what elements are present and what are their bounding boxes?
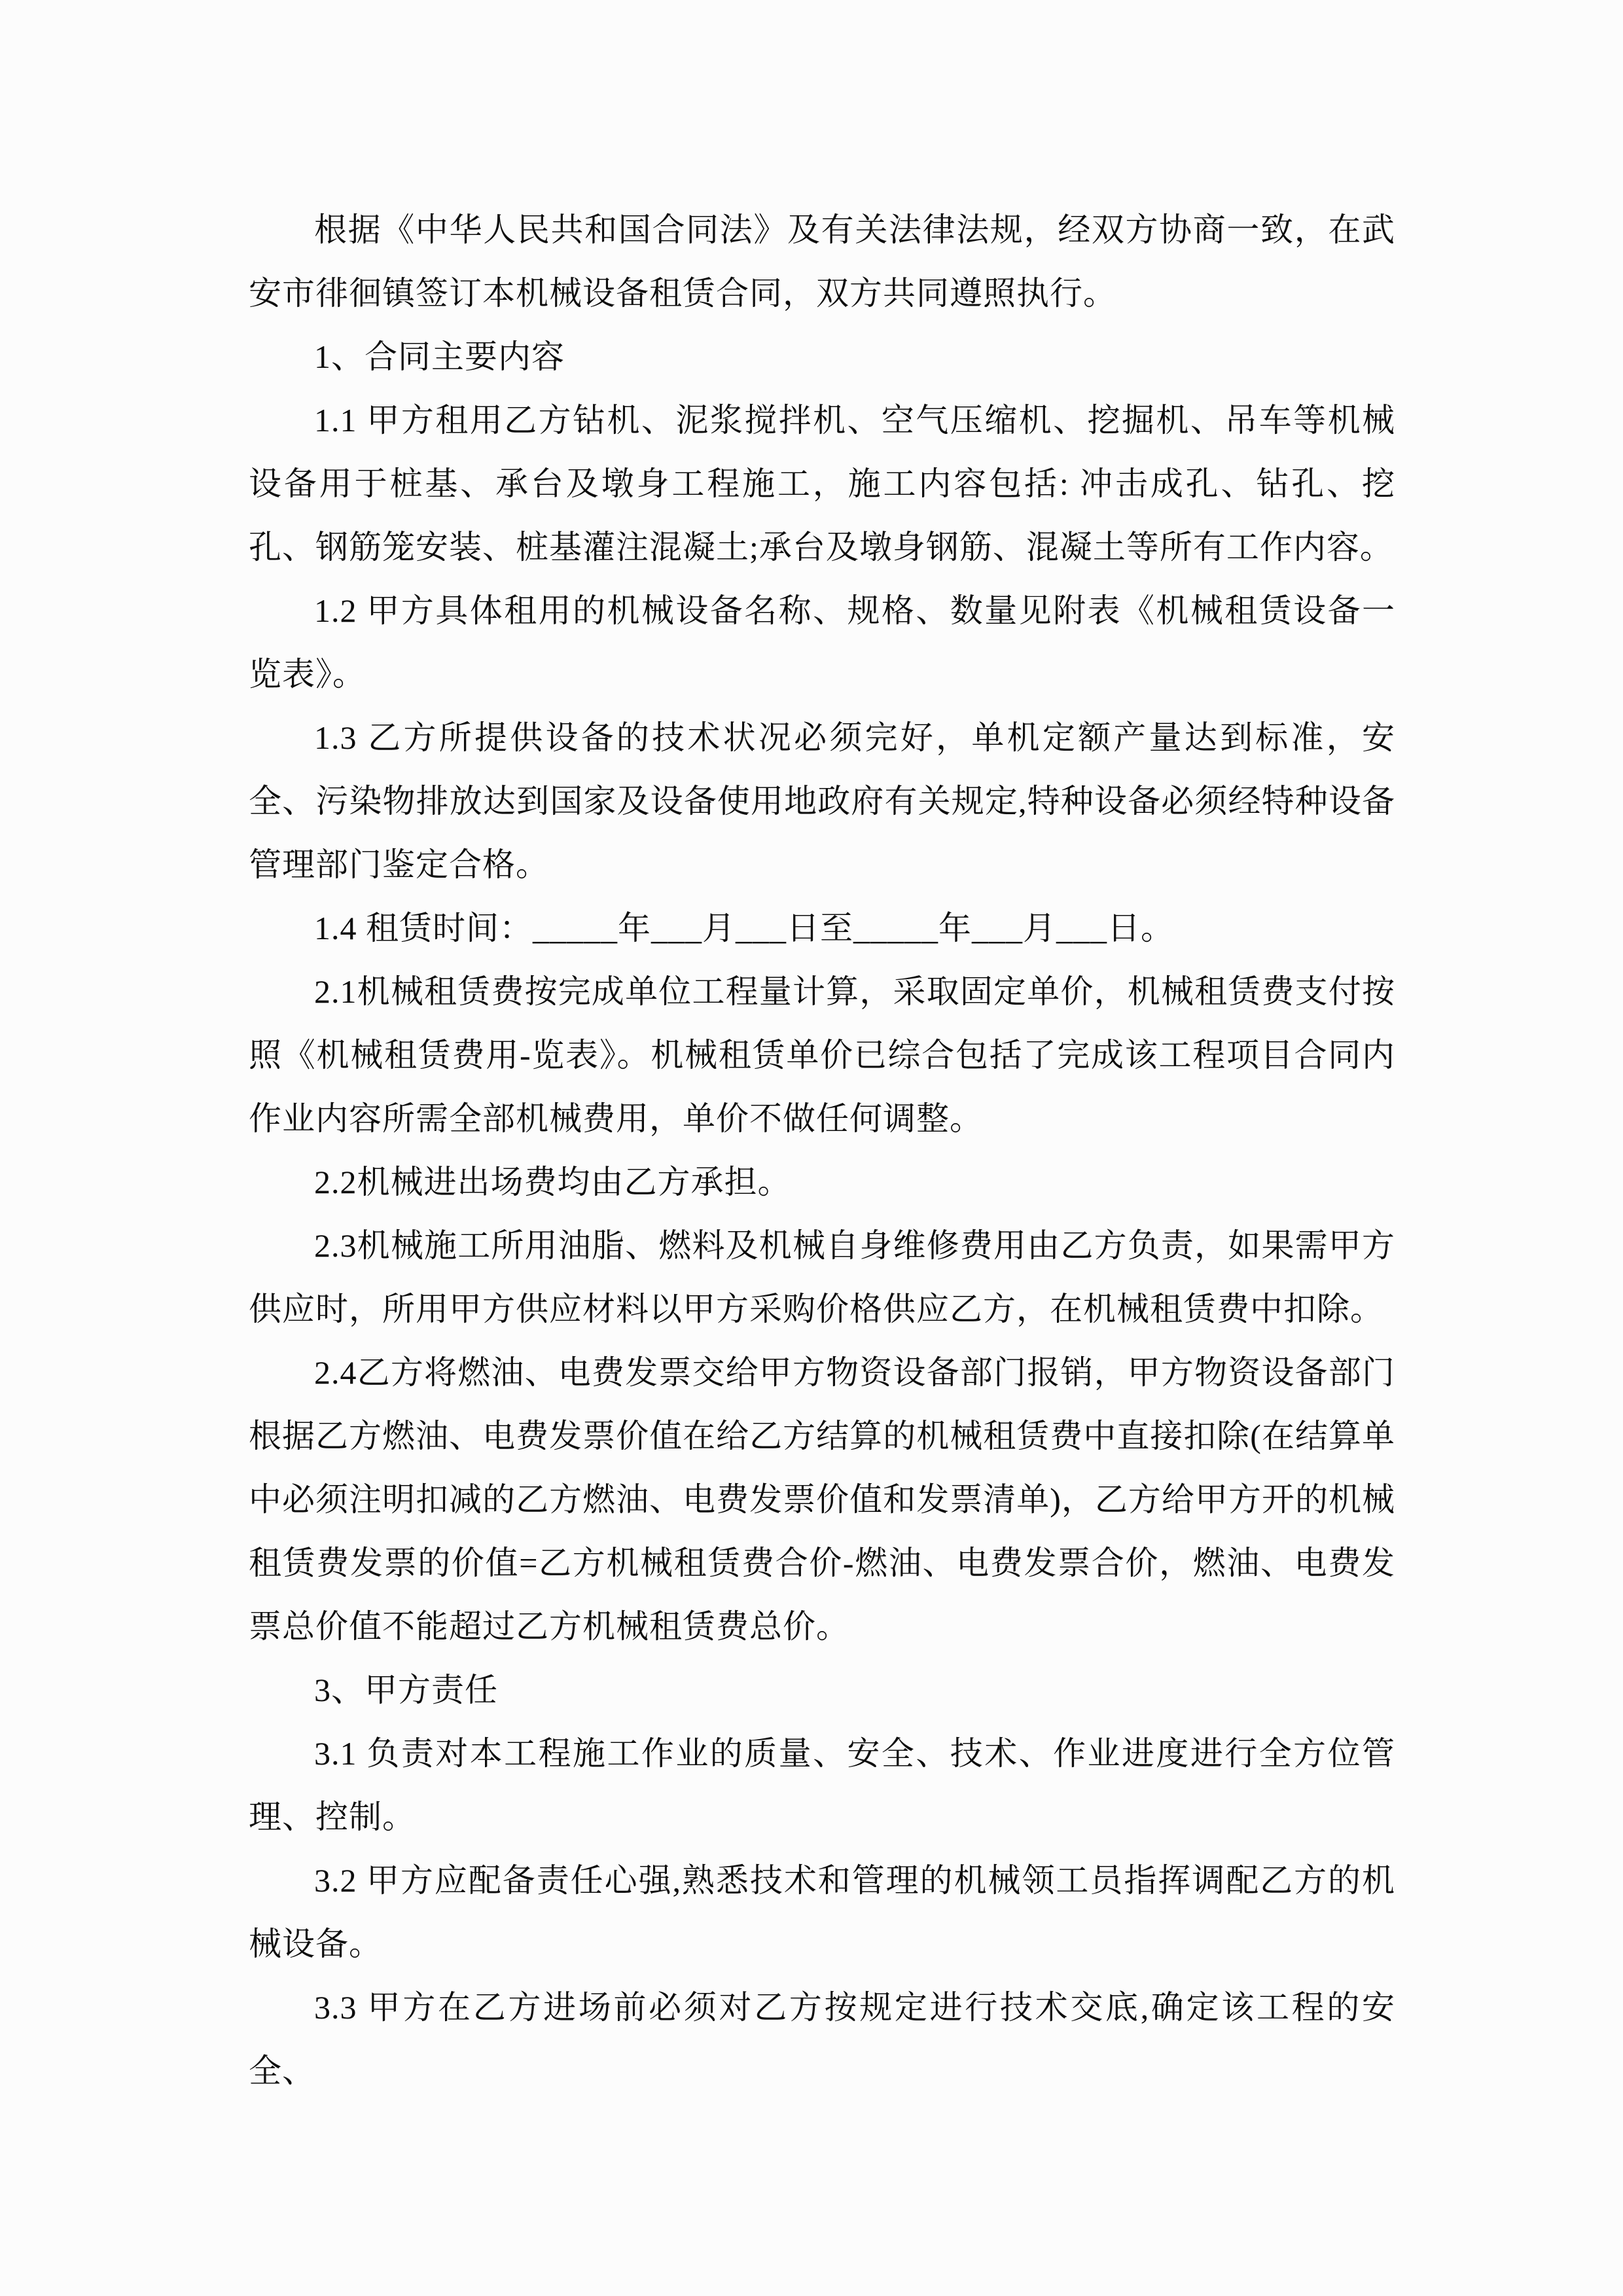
clause-3-1: 3.1 负责对本工程施工作业的质量、安全、技术、作业进度进行全方位管理、控制。 — [249, 1735, 1395, 1835]
heading-section-3: 3、甲方责任 — [314, 1672, 498, 1708]
heading-section-1: 1、合同主要内容 — [314, 338, 565, 375]
clause-2-1: 2.1机械租赁费按完成单位工程量计算，采取固定单价，机械租赁费支付按照《机械租赁费用-览表》。机械租赁单价已综合包括了完成该工程项目合同内作业内容所需全部机械费用，单价不做任何调整。 — [249, 973, 1395, 1137]
clause-1-2: 1.2 甲方具体租用的机械设备名称、规格、数量见附表《机械租赁设备一览表》。 — [249, 592, 1395, 692]
contract-body — [249, 198, 1395, 2103]
paragraph-intro: 根据《中华人民共和国合同法》及有关法律法规，经双方协商一致，在武安市徘徊镇签订本机械设备租赁合同，双方共同遵照执行。 — [249, 211, 1395, 312]
clause-1-1: 1.1 甲方租用乙方钻机、泥浆搅拌机、空气压缩机、挖掘机、吊车等机械设备用于桩基、承台及墩身工程施工，施工内容包括: 冲击成孔、钻孔、挖孔、钢筋笼安装、桩基灌注混凝土;承台及墩身钢筋、混凝土等所有工作内容。 — [249, 402, 1395, 565]
clause-2-3: 2.3机械施工所用油脂、燃料及机械自身维修费用由乙方负责，如果需甲方供应时，所用甲方供应材料以甲方采购价格供应乙方，在机械租赁费中扣除。 — [249, 1227, 1395, 1327]
clause-2-4: 2.4乙方将燃油、电费发票交给甲方物资设备部门报销，甲方物资设备部门根据乙方燃油、电费发票价值在给乙方结算的机械租赁费中直接扣除(在结算单中必须注明扣减的乙方燃油、电费发票价值和发票清单)，乙方给甲方开的机械租赁费发票的价值=乙方机械租赁费合价-燃油、电费发票合价，燃油、电费发票总价值不能超过乙方机械租赁费总价。 — [249, 1354, 1395, 1645]
clause-1-3: 1.3 乙方所提供设备的技术状况必须完好，单机定额产量达到标准，安全、污染物排放达到国家及设备使用地政府有关规定,特种设备必须经特种设备管理部门鉴定合格。 — [249, 719, 1395, 883]
clause-3-3: 3.3 甲方在乙方进场前必须对乙方按规定进行技术交底,确定该工程的安全、 — [249, 1989, 1395, 2089]
clause-3-2: 3.2 甲方应配备责任心强,熟悉技术和管理的机械领工员指挥调配乙方的机械设备。 — [249, 1862, 1395, 1962]
clause-1-4: 1.4 租赁时间：_____年___月___日至_____年___月___日。 — [314, 910, 1174, 946]
clause-2-2: 2.2机械进出场费均由乙方承担。 — [314, 1164, 791, 1200]
